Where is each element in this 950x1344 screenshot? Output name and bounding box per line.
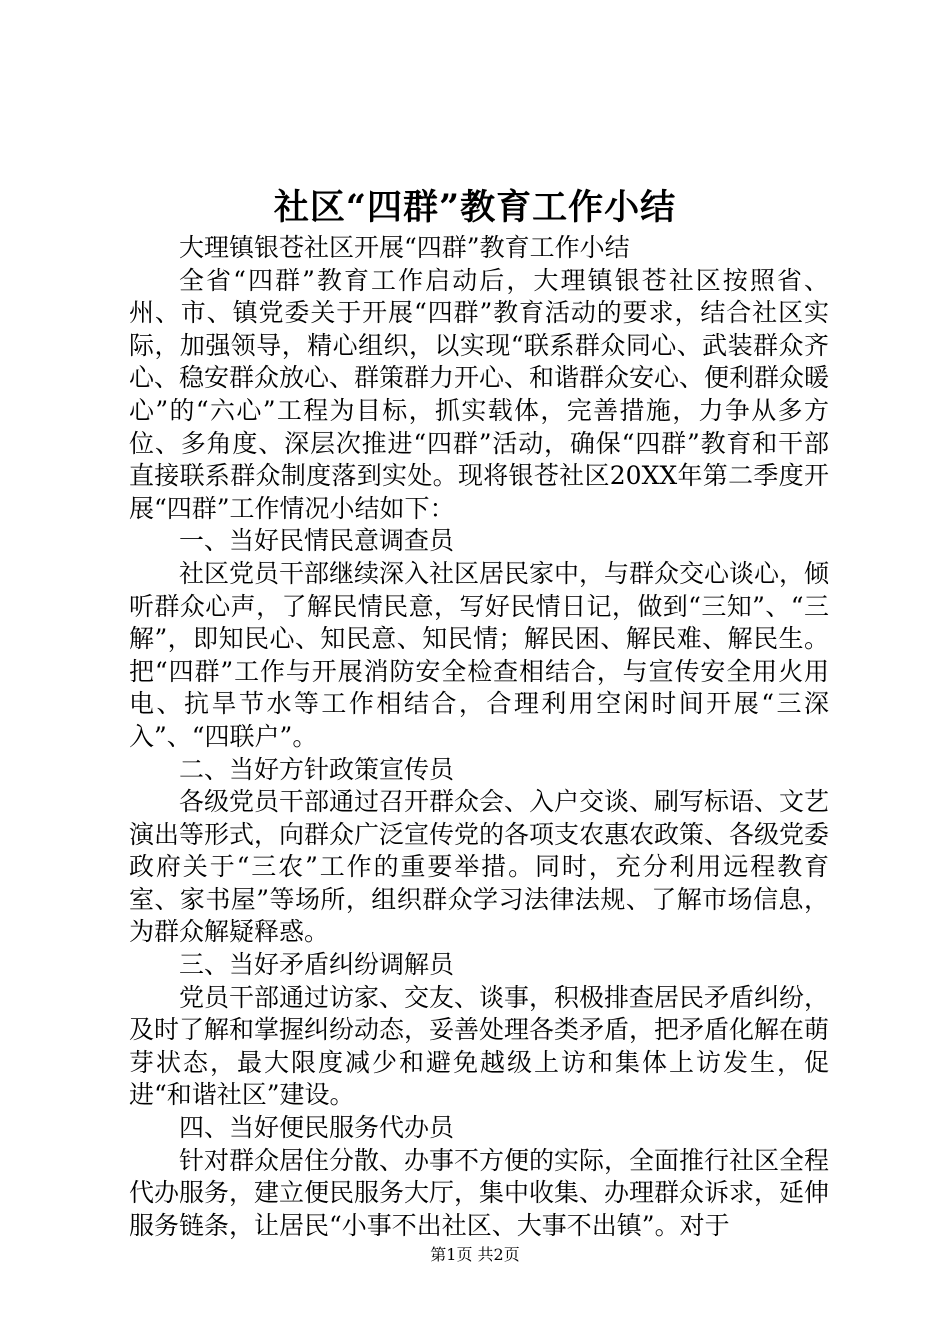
document-body [129,232,829,1242]
section-paragraph-1: 社区党员干部继续深入社区居民家中，与群众交心谈心，倾听群众心声，了解民情民意，写好民情日记，做到“三知”、“三解”，即知民心、知民意、知民情；解民困、解民难、解民生。把“四群”工作与开展消防安全检查相结合，与宣传安全用火用电、抗旱节水等工作相结合，合理利用空闲时间开展“三深入”、“四联户”。 [129,558,830,751]
section-heading-3: 三、当好矛盾纠纷调解员 [179,950,455,980]
section-heading-4: 四、当好便民服务代办员 [179,1113,455,1143]
section-paragraph-4: 针对群众居住分散、办事不方便的实际，全面推行社区全程代办服务，建立便民服务大厅，集中收集、办理群众诉求，延伸服务链条，让居民“小事不出社区、大事不出镇”。对于 [129,1145,830,1240]
intro-paragraph: 全省“四群”教育工作启动后，大理镇银苍社区按照省、州、市、镇党委关于开展“四群”教育活动的要求，结合社区实际，加强领导，精心组织，以实现“联系群众同心、武装群众齐心、稳安群众放心、群策群力开心、和谐群众安心、便利群众暖心”的“六心”工程为目标，抓实载体，完善措施，力争从多方位、多角度、深层次推进“四群”活动，确保“四群”教育和干部直接联系群众制度落到实处。现将银苍社区20XX年第二季度开展“四群”工作情况小结如下： [129,265,830,523]
document-subtitle: 大理镇银苍社区开展“四群”教育工作小结 [179,233,630,262]
section-paragraph-3: 党员干部通过访家、交友、谈事，积极排查居民矛盾纠纷，及时了解和掌握纠纷动态，妥善处理各类矛盾，把矛盾化解在萌芽状态，最大限度减少和避免越级上访和集体上访发生，促进“和谐社区”建设。 [129,982,830,1110]
section-heading-2: 二、当好方针政策宣传员 [179,754,455,784]
section-paragraph-2: 各级党员干部通过召开群众会、入户交谈、刷写标语、文艺演出等形式，向群众广泛宣传党的各项支农惠农政策、各级党委政府关于“三农”工作的重要举措。同时，充分利用远程教育室、家书屋”等场所，组织群众学习法律法规、了解市场信息，为群众解疑释惑。 [129,787,830,947]
document-title: 社区“四群”教育工作小结 [273,187,677,228]
page-number-footer: 第1页 共2页 [430,1245,520,1264]
section-heading-1: 一、当好民情民意调查员 [179,526,455,556]
